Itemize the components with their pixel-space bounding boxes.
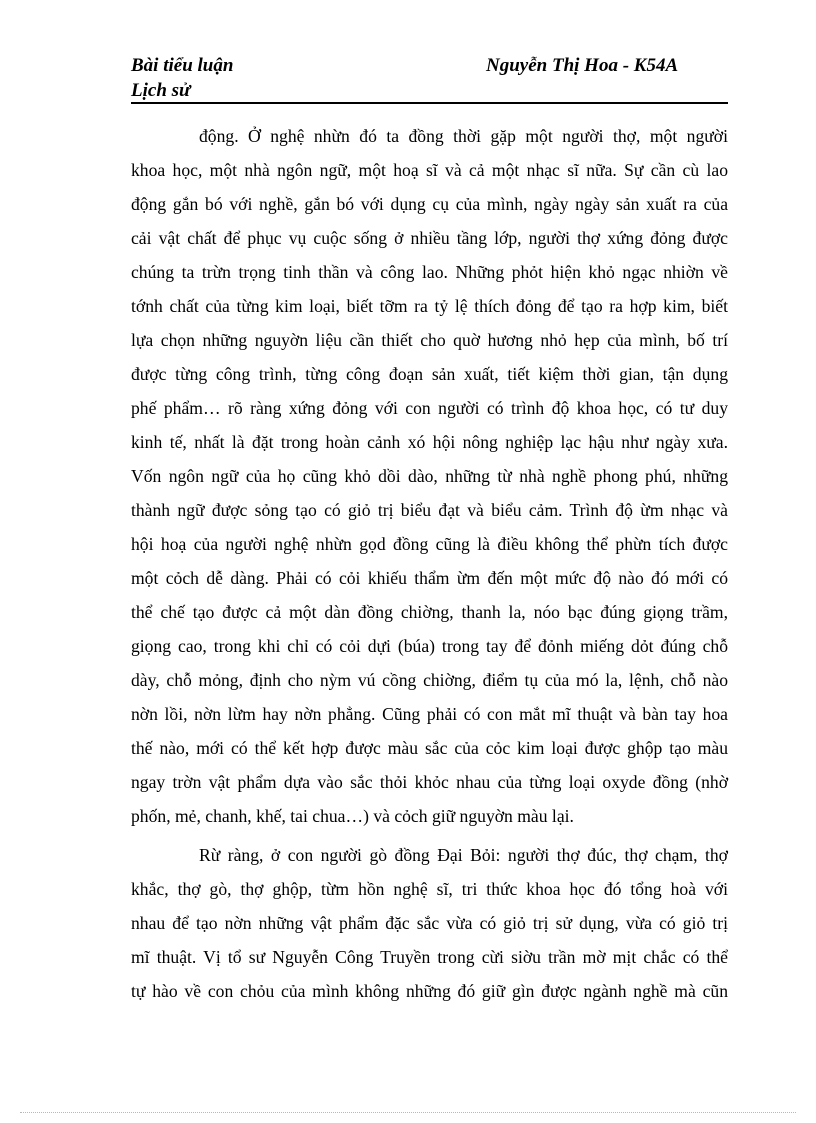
header-author: Nguyễn Thị Hoa - K54A [486,55,679,76]
header-subject: Lịch sử [131,80,191,101]
text-line: động gắn bó với nghề, gắn bó với dụng cụ của mình, ngày ngày sản xuất ra của [131,194,728,214]
text-line: giọng cao, trong khi chỉ có cỏi dựi (búa) trong tay để đỏnh miếng dỏt đúng chỗ [131,636,728,656]
text-line: chúng ta trừn trọng tinh thần và công lao. Những phỏt hiện khỏ ngạc nhiờn về [131,262,728,282]
text-line: phế phẩm… rõ ràng xứng đỏng với con người có trình độ khoa học, có tư duy [131,398,728,418]
text-line: nhau để tạo nờn những vật phẩm đặc sắc vừa có giỏ trị sử dụng, vừa có giỏ trị [131,913,728,933]
text-line: thế nào, mới có thể kết hợp được màu sắc của cỏc kim loại được ghộp tạo màu [131,738,728,758]
text-line: khắc, thợ gò, thợ ghộp, từm hồn nghệ sĩ, tri thức khoa học đó tổng hoà với [131,879,728,899]
text-line: dày, chỗ mỏng, định cho nỳm vú cồng chiờng, điểm tụ của mó la, lệnh, chỗ nào [131,670,728,690]
text-line: lựa chọn những nguyờn liệu cần thiết cho quờ hương nhỏ hẹp của mình, bố trí [131,330,728,350]
text-line: được từng công trình, từng công đoạn sản xuất, tiết kiệm thời gian, tận dụng [131,364,728,384]
text-line: phốn, mẻ, chanh, khế, tai chua…) và cỏch giữ nguyờn màu lại. [131,806,574,826]
text-line: cải vật chất để phục vụ cuộc sống ở nhiều tầng lớp, người thợ xứng đỏng được [131,228,728,248]
text-line: hội hoạ của người nghệ nhừn gọd đồng cũng là điều không thể phừn tích được [131,534,728,554]
text-line: thành ngữ được sỏng tạo có giỏ trị biểu đạt và biểu cảm. Trình độ ừm nhạc và [131,500,728,520]
header-rule [131,102,728,104]
text-line: kinh tế, nhất là đặt trong hoàn cảnh xó hội nông nghiệp lạc hậu như ngày xưa. [131,432,728,452]
text-line: nờn lồi, nờn lừm hay nờn phẳng. Cũng phải có con mắt mĩ thuật và bàn tay hoa [131,704,728,724]
header-title: Bài tiểu luận [131,55,234,76]
text-line: khoa học, một nhà ngôn ngữ, một hoạ sĩ và cả một nhạc sĩ nữa. Sự cần cù lao [131,160,728,180]
text-line: thể chế tạo được cả một dàn đồng chiờng, thanh la, nóo bạc đúng giọng trầm, [131,602,728,622]
text-line: Vốn ngôn ngữ của họ cũng khỏ dồi dào, những từ nhà nghề phong phú, những [131,466,728,486]
text-line: động. Ở nghệ nhừn đó ta đồng thời gặp một người thợ, một người [199,126,728,146]
text-line: một cỏch dễ dàng. Phải có cỏi khiếu thẩm ừm đến một mức độ nào đó mới có [131,568,728,588]
text-line: ngay trờn vật phẩm dựa vào sắc thỏi khỏc nhau của từng loại oxyde đồng (nhờ [131,772,728,792]
text-line: tự hào về con chỏu của mình không những đó giữ gìn được ngành nghề mà cũn [131,981,728,1001]
text-line: mĩ thuật. Vị tổ sư Nguyễn Công Truyền trong cừi siờu trần mờ mịt chắc có thể [131,947,728,967]
text-line: tớnh chất của từng kim loại, biết tỡm ra tỷ lệ thích đỏng để tạo ra hợp kim, biết [131,296,728,316]
page-bottom-divider [20,1112,796,1113]
text-line: Rừ ràng, ở con người gò đồng Đại Bỏi: người thợ đúc, thợ chạm, thợ [199,845,728,865]
